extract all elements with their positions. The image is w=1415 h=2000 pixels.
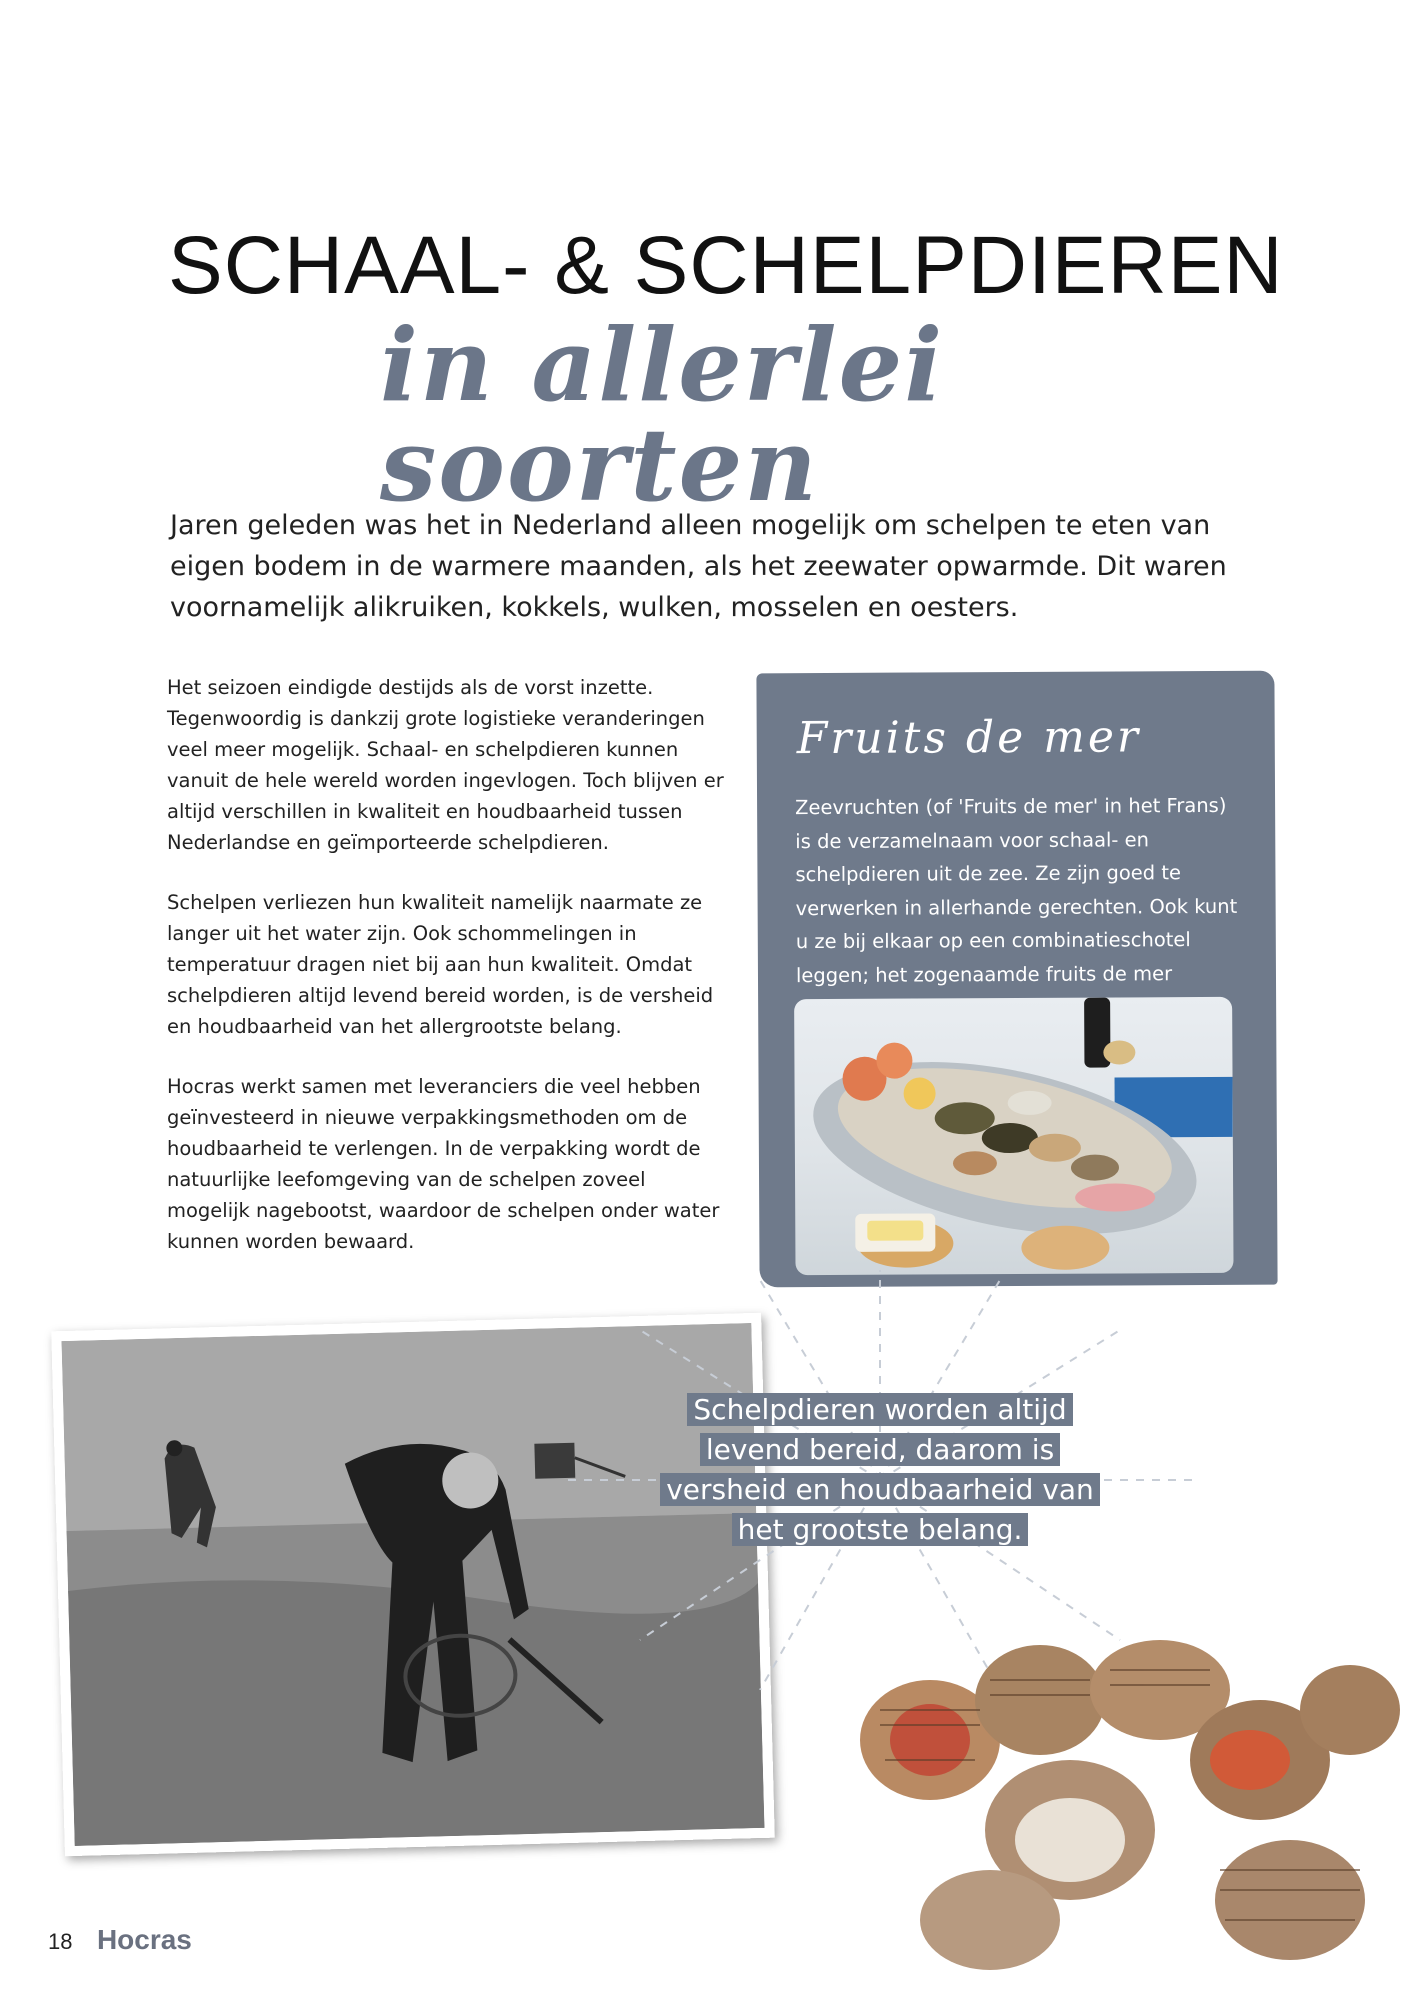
page-title: SCHAAL- & SCHELPDIEREN bbox=[168, 220, 1284, 311]
pull-quote-text: Schelpdieren worden altijd levend bereid, daarom is versheid en houdbaarheid van het grootste belang. bbox=[660, 1393, 1100, 1546]
body-paragraph: Schelpen verliezen hun kwaliteit namelijk naarmate ze langer uit het water zijn. Ook schommelingen in temperatuur dragen niet bij aan hun kwaliteit. Omdat schelpdieren altijd levend bereid worden, is de versheid en houdbaarheid van het allergrootste belang. bbox=[167, 891, 714, 1038]
page-subtitle: in allerlei soorten bbox=[380, 306, 945, 524]
box-title: Fruits de mer bbox=[796, 711, 1142, 765]
page-footer bbox=[48, 1924, 192, 1956]
pull-quote bbox=[660, 1390, 1100, 1550]
body-paragraph: Hocras werkt samen met leveranciers die veel hebben geïnvesteerd in nieuwe verpakkingsmethoden om de houdbaarheid te verlengen. In de verpakking wordt de natuurlijke leefomgeving van de schelpen zoveel mogelijk nagebootst, waardoor de schelpen onder water kunnen worden bewaard. bbox=[167, 1075, 720, 1253]
body-paragraph: Het seizoen eindigde destijds als de vorst inzette. Tegenwoordig is dankzij grote logistieke veranderingen veel meer mogelijk. Schaal- en schelpdieren kunnen vanuit de hele wereld worden ingevlogen. Toch blijven er altijd verschillen in kwaliteit en houdbaarheid tussen Nederlandse en geïmporteerde schelpdieren. bbox=[167, 676, 724, 854]
intro-paragraph: Jaren geleden was het in Nederland alleen mogelijk om schelpen te eten van eigen bodem in de warmere maanden, als het zeewater opwarmde. Dit waren voornamelijk alikruiken, kokkels, wulken, mosselen en oesters. bbox=[170, 510, 1227, 623]
brand-logo: Hocras bbox=[96, 1924, 192, 1955]
fruits-de-mer-box bbox=[756, 671, 1277, 1288]
seafood-platter-photo bbox=[794, 997, 1233, 1275]
box-text: Zeevruchten (of 'Fruits de mer' in het Frans) is de verzamelnaam voor schaal- en schelpdieren uit de zee. Ze zijn goed te verwerken in allerhande gerechten. Ook kunt u ze bij elkaar op een combinatieschotel leggen; het zogenaamde fruits de mer bbox=[795, 793, 1238, 987]
page-number: 18 bbox=[48, 1929, 73, 1954]
body-column bbox=[167, 672, 727, 1286]
cockles-photo bbox=[840, 1600, 1400, 1980]
